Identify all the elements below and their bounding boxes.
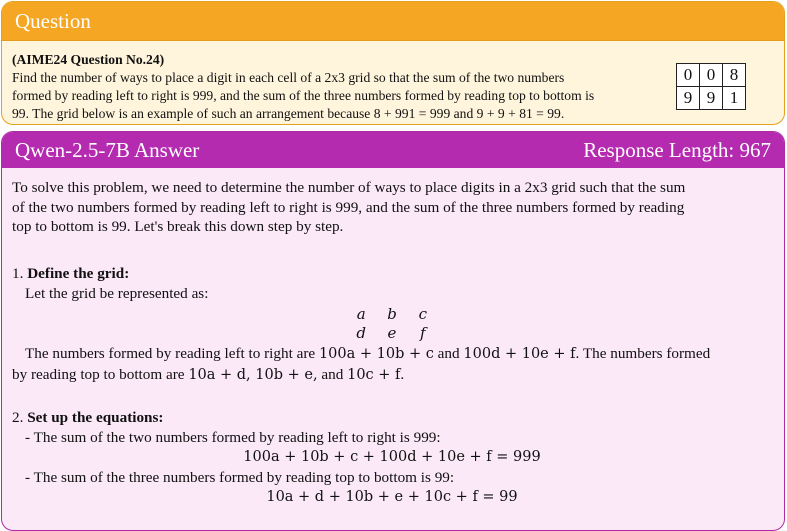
grid-var: a [356, 305, 366, 323]
answer-panel [1, 131, 785, 531]
step-2-number: 2. [12, 409, 24, 426]
question-line-3: 99. The grid below is an example of such an arrangement because 8 + 991 = 999 and 9 + 9 + 81 = 99. [12, 106, 565, 121]
grid-var: d [356, 324, 367, 342]
intro-line-1: To solve this problem, we need to determine the number of ways to place digits in a 2x3 grid such that the sum [12, 179, 686, 196]
equation-1: 100a + 10b + c + 100d + 10e + f = 999 [243, 449, 541, 465]
numbers-expr-2: 100d + 10e + f [463, 346, 576, 362]
grid-var: b [387, 305, 397, 323]
grid-var: e [387, 324, 397, 342]
grid-var: c [418, 305, 427, 323]
response-length: Response Length: 967 [583, 138, 771, 162]
grid-cell: 9 [700, 87, 723, 110]
answer-header [2, 132, 784, 168]
step-1-number: 1. [12, 265, 24, 282]
numbers-text-2: . The numbers formed [575, 345, 711, 362]
question-line-2: formed by reading left to right is 999, and the sum of the three numbers formed by reading top to bottom is [12, 88, 595, 103]
eq-2-text: - The sum of the three numbers formed by reading top to bottom is 99: [25, 469, 455, 486]
step-1-heading [12, 264, 772, 284]
intro-line-2: of the two numbers formed by reading left to right is 999, and the sum of the three numbers formed by reading [12, 198, 685, 216]
grid-var: f [420, 324, 426, 342]
intro-paragraph [12, 178, 772, 237]
grid-cell: 1 [723, 87, 746, 110]
step-1-title: Define the grid: [27, 265, 130, 282]
step-1-text: Let the grid be represented as: [25, 285, 209, 302]
variable-grid [2, 305, 782, 343]
question-header: Question [2, 2, 784, 41]
numbers-and-2: and [321, 365, 344, 383]
grid-cell: 0 [677, 64, 700, 87]
grid-cell: 9 [677, 87, 700, 110]
numbers-paragraph [12, 344, 772, 385]
numbers-end: . [400, 365, 405, 383]
numbers-expr-3: 10a + d, 10b + e, [188, 366, 318, 383]
numbers-text-1: The numbers formed by reading left to right are [25, 345, 316, 362]
step-2-title: Set up the equations: [27, 409, 164, 426]
numbers-expr-4: 10c + f [347, 366, 401, 383]
question-panel [1, 1, 785, 125]
model-label: Qwen-2.5-7B Answer [15, 138, 200, 162]
example-grid [676, 63, 746, 110]
numbers-expr-1: 100a + 10b + c [318, 346, 434, 362]
question-source: (AIME24 Question No.24) [12, 52, 165, 67]
step-2-heading [12, 408, 772, 428]
grid-cell: 0 [700, 64, 723, 87]
question-body [12, 51, 667, 123]
grid-cell: 8 [723, 64, 746, 87]
question-line-1: Find the number of ways to place a digit in each cell of a 2x3 grid so that the sum of the two numbers [12, 70, 565, 85]
intro-line-3: top to bottom is 99. Let's break this down step by step. [12, 218, 344, 235]
numbers-and: and [437, 345, 460, 362]
eq-1-text: - The sum of the two numbers formed by reading left to right is 999: [25, 429, 441, 446]
equation-2: 10a + d + 10b + e + 10c + f = 99 [266, 489, 518, 505]
numbers-text-3: by reading top to bottom are [12, 365, 185, 383]
